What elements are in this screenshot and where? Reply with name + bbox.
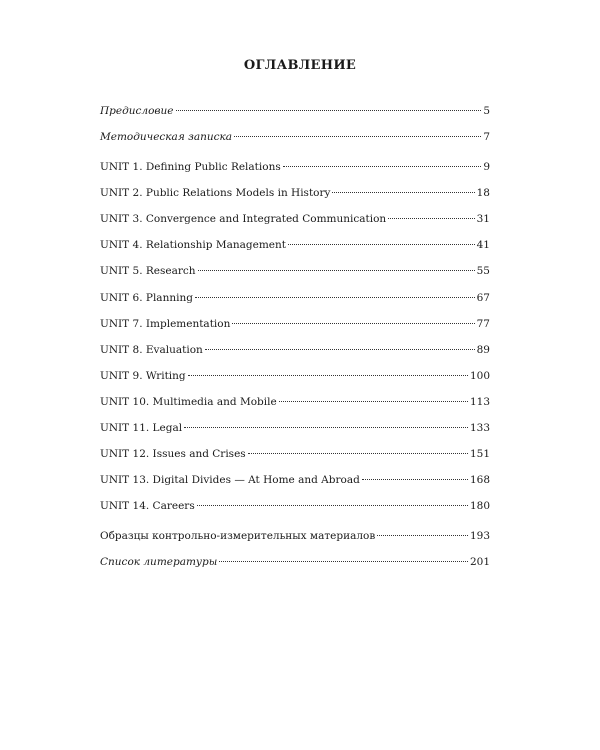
toc-entry-label: UNIT 1. Defining Public Relations bbox=[100, 161, 281, 173]
toc-entry-label: UNIT 2. Public Relations Models in History bbox=[100, 187, 331, 199]
toc-entry-label: UNIT 11. Legal bbox=[100, 422, 183, 434]
toc-entry-label: Методическая записка bbox=[100, 131, 233, 143]
toc-entry-page: 180 bbox=[469, 500, 490, 512]
toc-entry-label: UNIT 4. Relationship Management bbox=[100, 239, 286, 251]
toc-entry-page: 18 bbox=[476, 187, 490, 199]
toc-entry-preface[interactable] bbox=[100, 104, 490, 118]
toc-entry-label: Список литературы bbox=[100, 556, 218, 568]
toc-entry-page: 89 bbox=[476, 344, 490, 356]
toc-entry-unit-5[interactable] bbox=[100, 264, 490, 278]
page-title: ОГЛАВЛЕНИЕ bbox=[243, 58, 357, 73]
toc-entry-label: UNIT 13. Digital Divides — At Home and Abroad bbox=[100, 474, 360, 486]
toc-entry-page: 168 bbox=[469, 474, 490, 486]
toc-entry-label: UNIT 9. Writing bbox=[100, 370, 186, 382]
toc-entry-page: 113 bbox=[469, 396, 490, 408]
toc-leader bbox=[388, 218, 474, 219]
toc-leader bbox=[248, 453, 468, 454]
toc-entry-unit-12[interactable] bbox=[100, 447, 490, 461]
toc-entry-label: Образцы контрольно-измерительных материалов bbox=[100, 530, 376, 542]
toc-leader bbox=[279, 401, 468, 402]
toc-entry-page: 5 bbox=[483, 105, 490, 117]
toc-entry-label: UNIT 12. Issues and Crises bbox=[100, 448, 246, 460]
toc-entry-unit-13[interactable] bbox=[100, 473, 490, 487]
toc-entry-label: UNIT 3. Convergence and Integrated Communication bbox=[100, 213, 387, 225]
toc-entry-unit-3[interactable] bbox=[100, 212, 490, 226]
toc-entry-label: UNIT 7. Implementation bbox=[100, 318, 231, 330]
toc-entry-label: UNIT 6. Planning bbox=[100, 292, 193, 304]
toc-entry-page: 31 bbox=[476, 213, 490, 225]
toc-entry-page: 100 bbox=[469, 370, 490, 382]
toc-leader bbox=[195, 297, 475, 298]
toc-leader bbox=[205, 349, 475, 350]
toc-entry-unit-10[interactable] bbox=[100, 395, 490, 409]
toc-leader bbox=[283, 166, 482, 167]
toc-leader bbox=[288, 244, 475, 245]
toc-entry-unit-9[interactable] bbox=[100, 369, 490, 383]
toc-entry-label: Предисловие bbox=[100, 105, 174, 117]
toc-entry-assessment-materials[interactable] bbox=[100, 529, 490, 543]
toc-leader bbox=[197, 505, 468, 506]
toc-leader bbox=[362, 479, 468, 480]
toc-entry-page: 201 bbox=[469, 556, 490, 568]
toc-entry-unit-6[interactable] bbox=[100, 291, 490, 305]
toc-leader bbox=[198, 270, 475, 271]
toc-entry-page: 77 bbox=[476, 318, 490, 330]
toc-leader bbox=[234, 136, 481, 137]
toc-entry-unit-1[interactable] bbox=[100, 160, 490, 174]
toc-entry-label: UNIT 8. Evaluation bbox=[100, 344, 203, 356]
toc-leader bbox=[232, 323, 474, 324]
toc-entry-unit-11[interactable] bbox=[100, 421, 490, 435]
toc-entry-unit-14[interactable] bbox=[100, 499, 490, 513]
toc-entry-page: 193 bbox=[469, 530, 490, 542]
toc-entry-page: 41 bbox=[476, 239, 490, 251]
toc-leader bbox=[332, 192, 474, 193]
toc-entry-page: 133 bbox=[469, 422, 490, 434]
toc-entry-page: 67 bbox=[476, 292, 490, 304]
toc-entry-unit-2[interactable] bbox=[100, 186, 490, 200]
toc-entry-page: 151 bbox=[469, 448, 490, 460]
toc-entry-unit-8[interactable] bbox=[100, 343, 490, 357]
toc-entry-bibliography[interactable] bbox=[100, 555, 490, 569]
toc-leader bbox=[219, 561, 468, 562]
toc-entry-label: UNIT 14. Careers bbox=[100, 500, 195, 512]
toc-entry-page: 7 bbox=[483, 131, 490, 143]
toc-entry-page: 9 bbox=[483, 161, 490, 173]
toc-entry-page: 55 bbox=[476, 265, 490, 277]
toc-leader bbox=[184, 427, 468, 428]
toc-leader bbox=[188, 375, 468, 376]
toc-entry-methodical-note[interactable] bbox=[100, 130, 490, 144]
toc-entry-unit-7[interactable] bbox=[100, 317, 490, 331]
toc-entry-unit-4[interactable] bbox=[100, 238, 490, 252]
toc-leader bbox=[377, 535, 468, 536]
toc-entry-label: UNIT 5. Research bbox=[100, 265, 196, 277]
toc-leader bbox=[176, 110, 482, 111]
toc-entry-label: UNIT 10. Multimedia and Mobile bbox=[100, 396, 277, 408]
